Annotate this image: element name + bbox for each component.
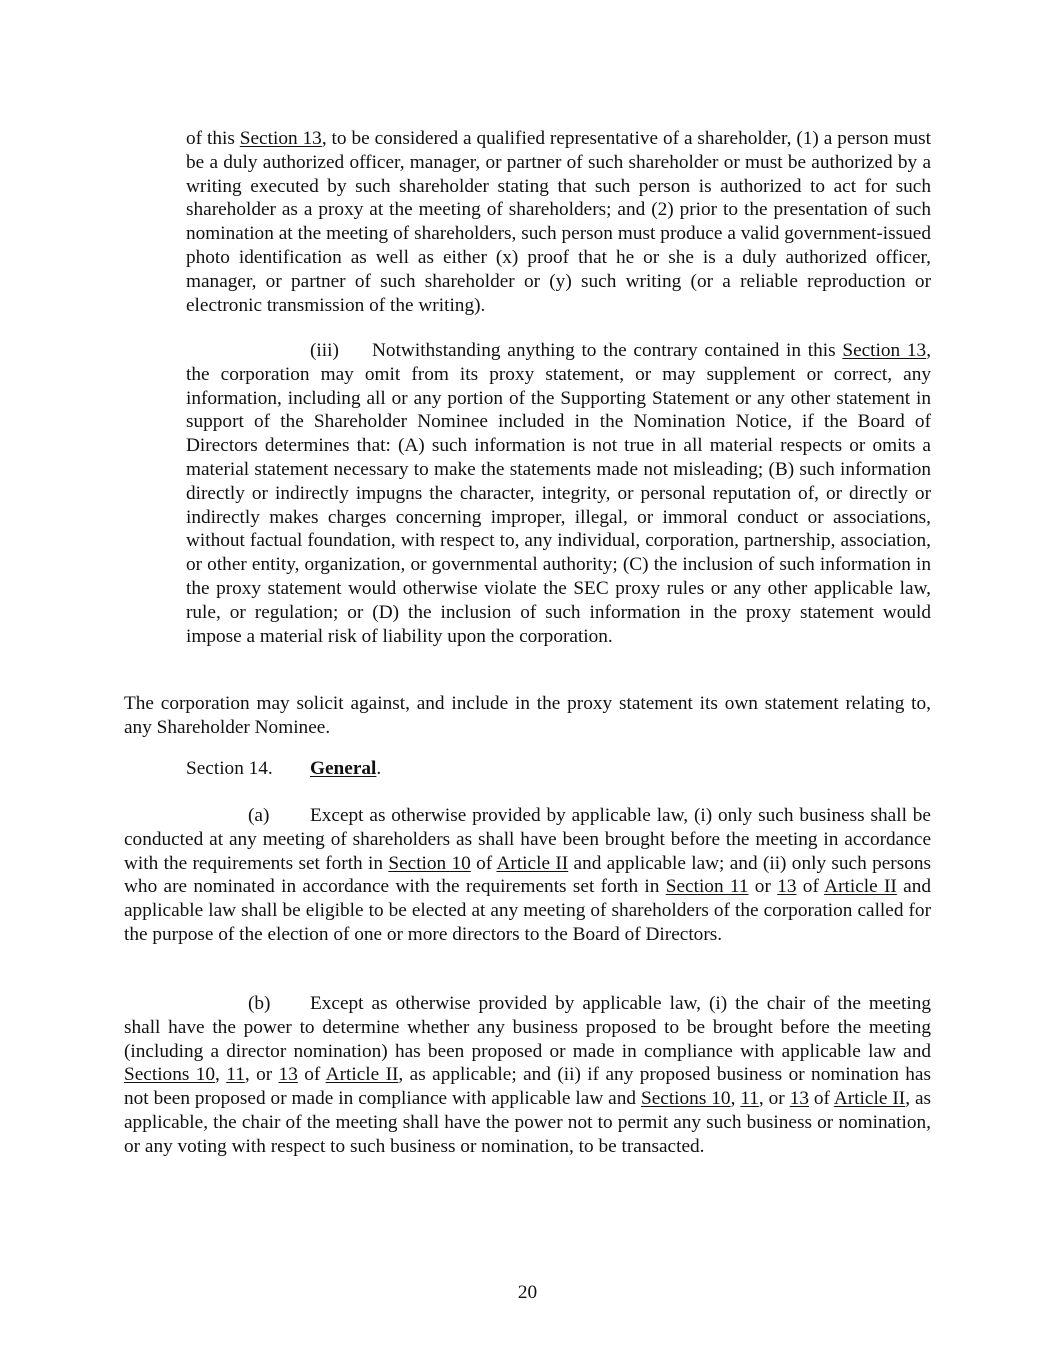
section-14-title: General [310, 758, 377, 779]
section-13-reference: 13 [777, 876, 797, 898]
section-14-heading: Section 14. General. [186, 758, 382, 779]
list-marker-iii: (iii) [310, 340, 339, 361]
section-11-reference: Section 11 [665, 876, 749, 898]
article-ii-reference: Article II [824, 876, 897, 898]
article-ii-reference: Article II [833, 1088, 906, 1110]
page-number: 20 [517, 1282, 538, 1303]
list-marker-a: (a) [248, 805, 270, 826]
section-11-reference: 11 [740, 1088, 759, 1110]
sections-10-reference: Sections 10 [124, 1064, 216, 1086]
paragraph-solicit-against: The corporation may solicit against, and include in the proxy statement its own statement relating to, any Shareholder Nominee. [124, 693, 931, 738]
article-ii-reference: Article II [496, 852, 569, 874]
section-13-reference: 13 [278, 1064, 298, 1086]
section-10-reference: Section 10 [388, 852, 471, 874]
paragraph-qualified-representative: of this Section 13, to be considered a qualified representative of a shareholder, (1) a person must be a duly authorized officer, manager, or partner of such shareholder or must be authorized by a writing executed by such shareholder stating that such person is authorized to act for such shareholder as a proxy at the meeting of shareholders; and (2) prior to the presentation of such nomination at the meeting of shareholders, such person must produce a valid government-issued photo identification as well as either (x) proof that he or she is a duly authorized officer, manager, or partner of such shareholder or (y) such writing (or a reliable reproduction or electronic transmission of the writing). [186, 128, 932, 316]
section-14-label: Section 14. [186, 758, 273, 779]
section-11-reference: 11 [226, 1064, 245, 1086]
section-13-reference: 13 [789, 1088, 809, 1110]
list-marker-b: (b) [248, 993, 271, 1014]
article-ii-reference: Article II [325, 1064, 399, 1086]
paragraph-b: (b) Except as otherwise provided by applicable law, (i) the chair of the meeting shall have the power to determine whether any business proposed to be brought before the meeting (including a director nomination) has been proposed or made in compliance with applicable law and Sections 10, 11, or 13 of Article II, as applicable; and (ii) if any proposed business or nomination has not been proposed or made in compliance with applicable law and Sections 10, 11, or 13 of Article II, as applicable, the chair of the meeting shall have the power not to permit any such business or nomination, or any voting with respect to such business or nomination, to be transacted. [124, 993, 932, 1157]
sections-10-reference: Sections 10 [640, 1088, 731, 1110]
section-13-reference: Section 13 [239, 128, 322, 149]
paragraph-iii: (iii) Notwithstanding anything to the contrary contained in this Section 13, the corporation may omit from its proxy statement, or may supplement or correct, any information, including all or any portion of the Supporting Statement or any other statement in support of the Shareholder Nominee included in the Nomination Notice, if the Board of Directors determines that: (A) such information is not true in all material respects or omits a material statement necessary to make the statements made not misleading; (B) such information directly or indirectly impugns the character, integrity, or personal reputation of, or directly or indirectly makes charges concerning improper, illegal, or immoral conduct or associations, without factual foundation, with respect to, any individual, corporation, partnership, association, or other entity, organization, or governmental authority; (C) the inclusion of such information in the proxy statement would otherwise violate the SEC proxy rules or any other applicable law, rule, or regulation; or (D) the inclusion of such information in the proxy statement would impose a material risk of liability upon the corporation. [186, 340, 932, 647]
paragraph-a: (a) Except as otherwise provided by applicable law, (i) only such business shall be conducted at any meeting of shareholders as shall have been brought before the meeting in accordance with the requirements set forth in Section 10 of Article II and applicable law; and (ii) only such persons who are nominated in accordance with the requirements set forth in Section 11 or 13 of Article II and applicable law shall be eligible to be elected at any meeting of shareholders of the corporation called for the purpose of the election of one or more directors to the Board of Directors. [124, 805, 932, 945]
section-13-reference: Section 13 [842, 340, 927, 361]
